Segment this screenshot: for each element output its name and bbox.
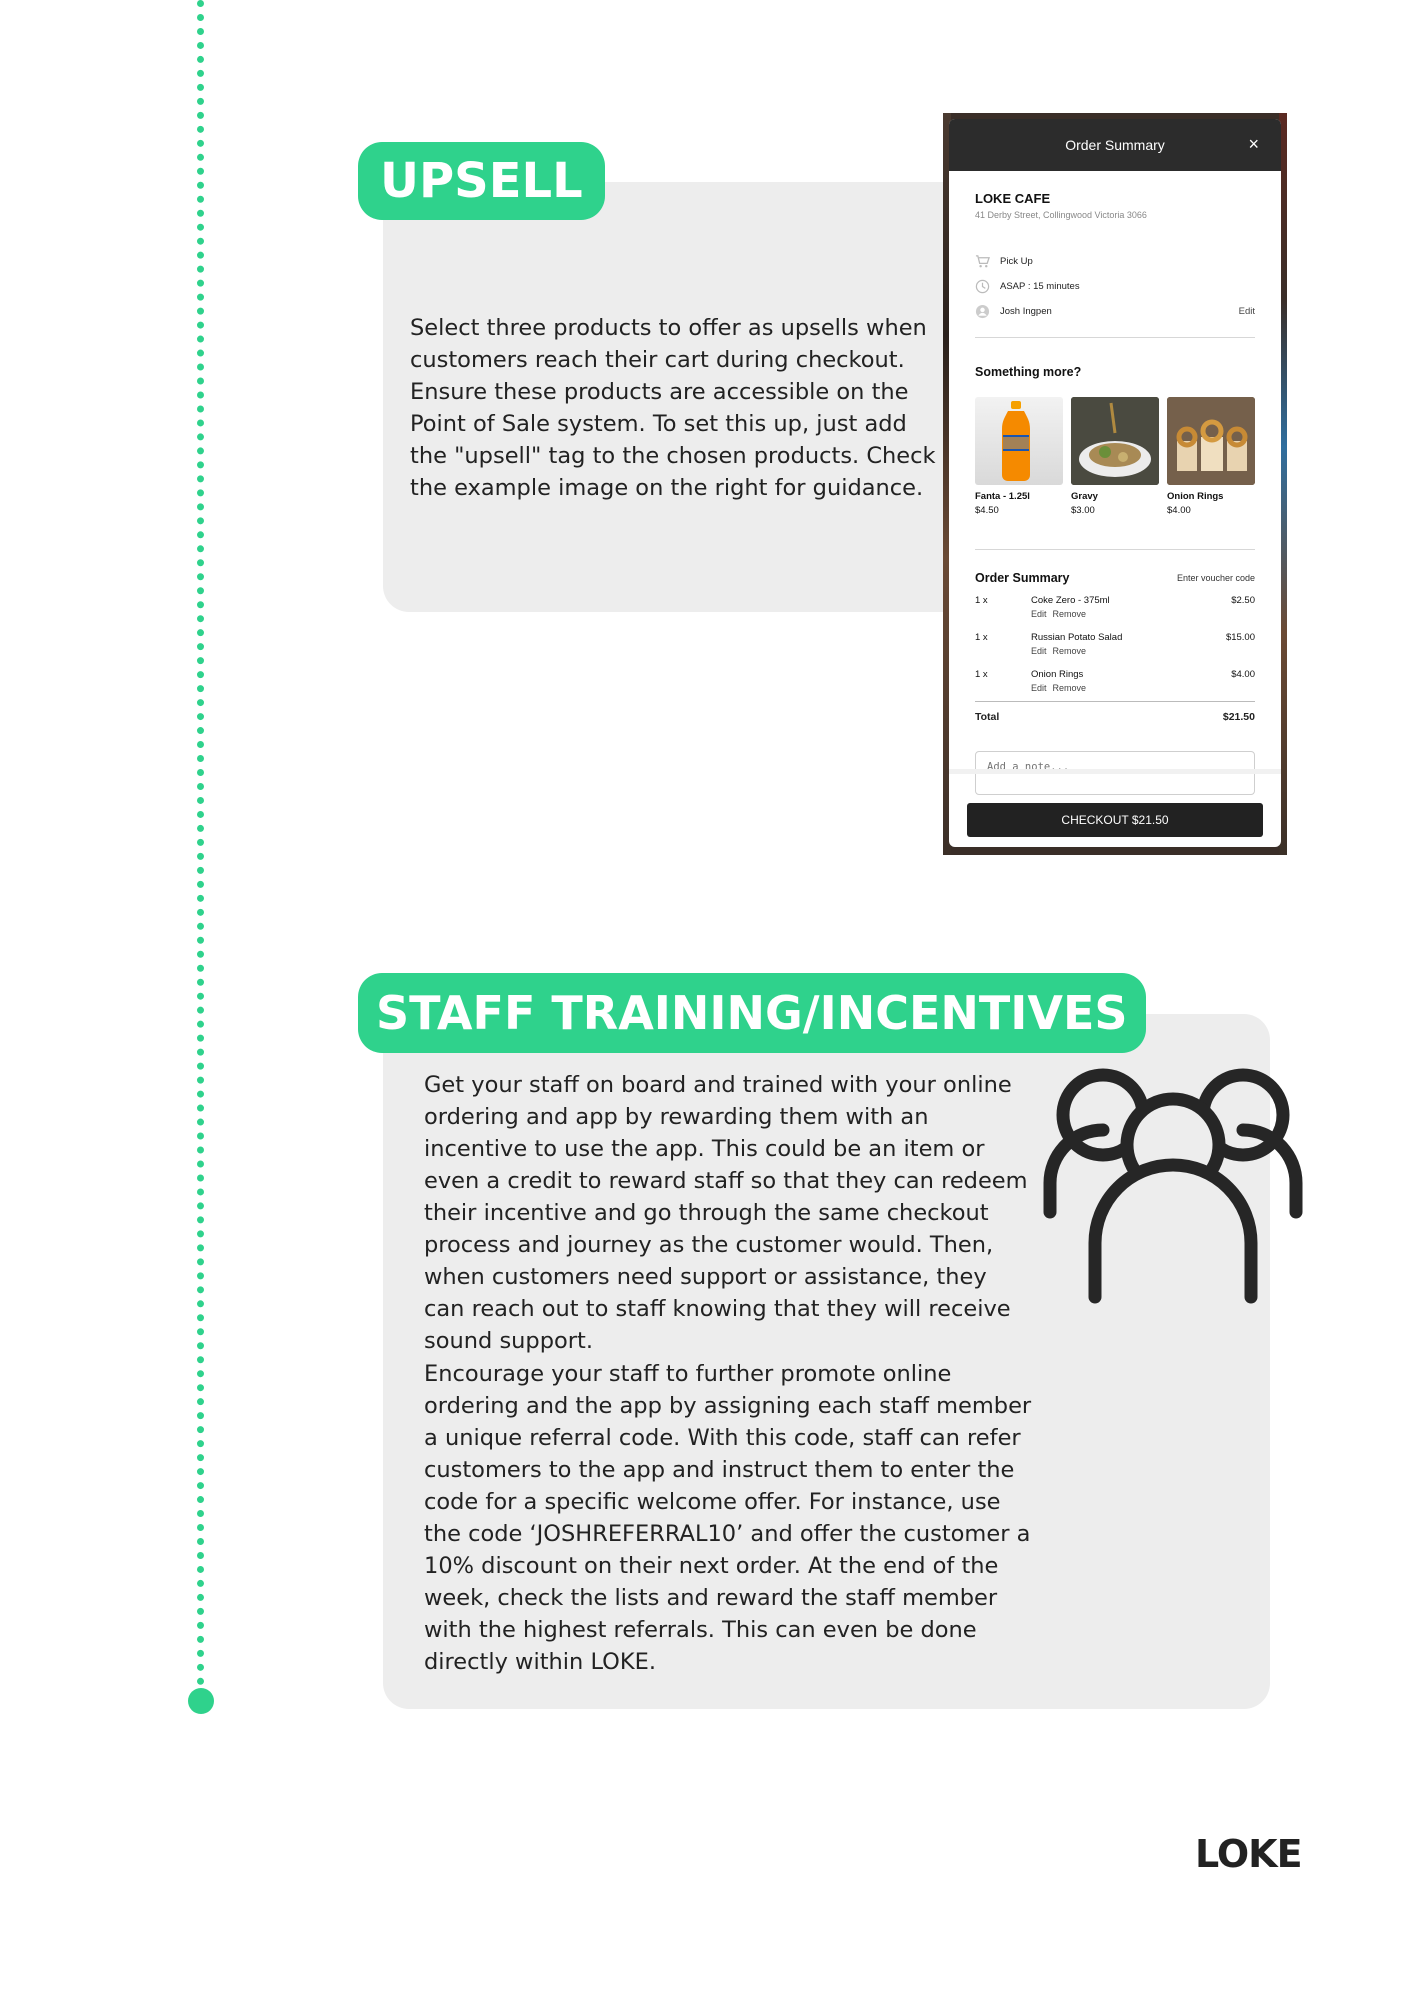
gravy-dish-image bbox=[1071, 397, 1159, 485]
timeline-end-dot bbox=[188, 1688, 214, 1714]
divider bbox=[975, 701, 1255, 702]
edit-item-link[interactable]: Edit bbox=[1031, 609, 1047, 619]
upsell-item[interactable] bbox=[1167, 397, 1255, 516]
total-label: Total bbox=[975, 711, 1000, 723]
line-item-actions bbox=[1031, 646, 1092, 656]
line-item-name: Onion Rings bbox=[1031, 669, 1084, 680]
divider bbox=[975, 337, 1255, 338]
footer-separator bbox=[949, 769, 1281, 774]
onion-rings-image bbox=[1167, 397, 1255, 485]
fanta-bottle-image bbox=[975, 397, 1063, 485]
upsell-item-name: Onion Rings bbox=[1167, 491, 1224, 502]
remove-item-link[interactable]: Remove bbox=[1052, 609, 1087, 619]
staff-paragraph-1: Get your staff on board and trained with your online ordering and app by rewarding them with an incentive to use the app. This could be an item or even a credit to reward staff so that they can redeem their incentive and go through the same checkout process and journey as the customer would. Then, when customers need support or assistance, they can reach out to staff knowing that they will receive sound support. bbox=[424, 1072, 1028, 1354]
upsell-item-price: $3.00 bbox=[1071, 505, 1095, 516]
modal-title: Order Summary bbox=[1065, 137, 1165, 153]
upsell-item-price: $4.00 bbox=[1167, 505, 1191, 516]
fulfilment-row bbox=[975, 253, 1255, 269]
customer-row bbox=[975, 303, 1255, 319]
order-summary-screenshot bbox=[943, 113, 1287, 855]
upsell-description: Select three products to offer as upsells when customers reach their cart during checkout. Ensure these products are accessible on the Point of Sale system. To set this up, just add the "upsell" tag to the chosen products. Check the example image on the right for guidance. bbox=[410, 315, 936, 501]
divider bbox=[975, 549, 1255, 550]
upsell-item[interactable] bbox=[1071, 397, 1159, 516]
line-item-name: Russian Potato Salad bbox=[1031, 632, 1123, 643]
staff-paragraph-2: Encourage your staff to further promote online ordering and the app by assigning each staff member a unique referral code. With this code, staff can refer customers to the app and instruct them to enter the code for a specific welcome offer. For instance, use the code ‘JOSHREFERRAL10’ and offer the customer a 10% discount on their next order. At the end of the week, check the lists and reward the staff member with the highest referrals. This can even be done directly within LOKE. bbox=[424, 1361, 1032, 1675]
edit-item-link[interactable]: Edit bbox=[1031, 646, 1047, 656]
loke-logo: LOKE bbox=[1195, 1832, 1302, 1876]
line-item bbox=[975, 595, 1255, 627]
remove-item-link[interactable]: Remove bbox=[1052, 646, 1087, 656]
clock-icon bbox=[975, 279, 990, 294]
upsell-heading: UPSELL bbox=[358, 142, 605, 220]
total-value: $21.50 bbox=[1222, 711, 1255, 723]
line-item-price: $4.00 bbox=[1231, 669, 1255, 680]
voucher-code-link[interactable]: Enter voucher code bbox=[1176, 573, 1255, 583]
upsell-section-title: Something more? bbox=[975, 365, 1082, 379]
fulfilment-text: Pick Up bbox=[1000, 255, 1033, 267]
line-item-qty: 1 x bbox=[975, 669, 988, 680]
close-icon[interactable]: × bbox=[1248, 134, 1259, 154]
timing-row bbox=[975, 278, 1255, 294]
store-address: 41 Derby Street, Collingwood Victoria 3066 bbox=[975, 210, 1147, 220]
line-item-actions bbox=[1031, 609, 1092, 619]
cart-icon bbox=[975, 254, 990, 269]
line-item-price: $2.50 bbox=[1231, 595, 1255, 606]
user-icon bbox=[975, 304, 990, 319]
upsell-item-name: Fanta - 1.25l bbox=[975, 491, 1030, 502]
staff-heading: STAFF TRAINING/INCENTIVES bbox=[358, 973, 1146, 1053]
edit-item-link[interactable]: Edit bbox=[1031, 683, 1047, 693]
customer-name: Josh Ingpen bbox=[1000, 305, 1052, 317]
people-group-icon bbox=[1038, 1055, 1308, 1305]
order-summary-modal bbox=[949, 119, 1281, 847]
store-name: LOKE CAFE bbox=[975, 191, 1051, 206]
remove-item-link[interactable]: Remove bbox=[1052, 683, 1087, 693]
edit-customer-link[interactable]: Edit bbox=[1238, 305, 1255, 317]
timing-text: ASAP : 15 minutes bbox=[1000, 280, 1080, 292]
modal-header bbox=[949, 119, 1281, 171]
line-item-price: $15.00 bbox=[1225, 632, 1255, 643]
line-item-qty: 1 x bbox=[975, 632, 988, 643]
upsell-item-name: Gravy bbox=[1071, 491, 1098, 502]
timeline-dotted-line bbox=[197, 0, 204, 1700]
line-item bbox=[975, 669, 1255, 701]
order-summary-title: Order Summary bbox=[975, 571, 1070, 585]
line-item bbox=[975, 632, 1255, 664]
upsell-item[interactable] bbox=[975, 397, 1063, 516]
line-item-name: Coke Zero - 375ml bbox=[1031, 595, 1110, 606]
checkout-button[interactable]: CHECKOUT $21.50 bbox=[967, 803, 1263, 837]
line-item-actions bbox=[1031, 683, 1092, 693]
line-item-qty: 1 x bbox=[975, 595, 988, 606]
upsell-item-price: $4.50 bbox=[975, 505, 999, 516]
